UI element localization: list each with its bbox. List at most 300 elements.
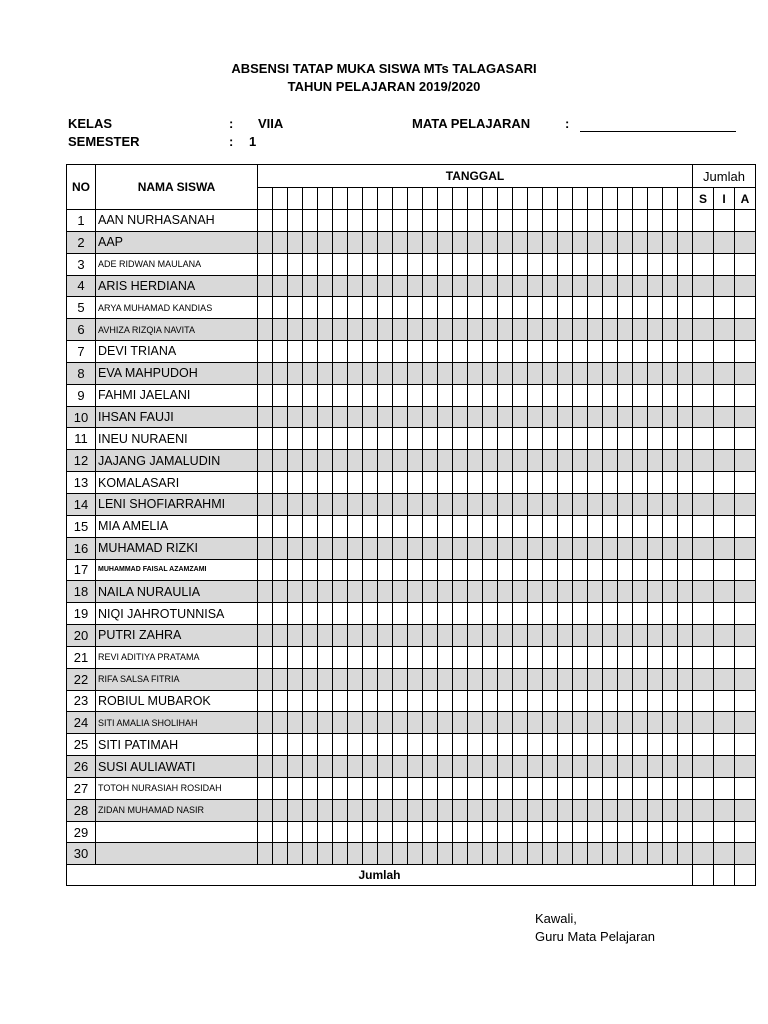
attendance-cell[interactable] xyxy=(483,712,498,734)
attendance-cell[interactable] xyxy=(468,581,483,603)
attendance-cell[interactable] xyxy=(288,231,303,253)
attendance-cell[interactable] xyxy=(288,821,303,843)
attendance-cell[interactable] xyxy=(333,450,348,472)
attendance-cell[interactable] xyxy=(528,581,543,603)
attendance-cell[interactable] xyxy=(378,777,393,799)
attendance-cell[interactable] xyxy=(618,537,633,559)
attendance-cell[interactable] xyxy=(333,756,348,778)
total-cell[interactable] xyxy=(714,275,735,297)
attendance-cell[interactable] xyxy=(303,712,318,734)
attendance-cell[interactable] xyxy=(558,734,573,756)
attendance-cell[interactable] xyxy=(648,734,663,756)
attendance-cell[interactable] xyxy=(348,515,363,537)
attendance-cell[interactable] xyxy=(603,777,618,799)
attendance-cell[interactable] xyxy=(588,406,603,428)
attendance-cell[interactable] xyxy=(363,472,378,494)
total-cell[interactable] xyxy=(714,515,735,537)
attendance-cell[interactable] xyxy=(258,493,273,515)
total-cell[interactable] xyxy=(693,756,714,778)
attendance-cell[interactable] xyxy=(618,625,633,647)
attendance-cell[interactable] xyxy=(288,319,303,341)
mapel-blank-line[interactable] xyxy=(580,131,736,132)
attendance-cell[interactable] xyxy=(603,515,618,537)
attendance-cell[interactable] xyxy=(363,537,378,559)
attendance-cell[interactable] xyxy=(438,537,453,559)
attendance-cell[interactable] xyxy=(408,319,423,341)
attendance-cell[interactable] xyxy=(423,515,438,537)
date-header-cell[interactable] xyxy=(318,188,333,210)
date-header-cell[interactable] xyxy=(303,188,318,210)
attendance-cell[interactable] xyxy=(453,231,468,253)
attendance-cell[interactable] xyxy=(648,843,663,865)
total-cell[interactable] xyxy=(735,341,756,363)
attendance-cell[interactable] xyxy=(438,428,453,450)
attendance-cell[interactable] xyxy=(498,668,513,690)
attendance-cell[interactable] xyxy=(663,384,678,406)
attendance-cell[interactable] xyxy=(528,734,543,756)
attendance-cell[interactable] xyxy=(423,646,438,668)
attendance-cell[interactable] xyxy=(423,799,438,821)
total-cell[interactable] xyxy=(714,319,735,341)
attendance-cell[interactable] xyxy=(453,821,468,843)
total-cell[interactable] xyxy=(714,231,735,253)
attendance-cell[interactable] xyxy=(678,515,693,537)
attendance-cell[interactable] xyxy=(678,406,693,428)
attendance-cell[interactable] xyxy=(633,646,648,668)
total-cell[interactable] xyxy=(693,450,714,472)
attendance-cell[interactable] xyxy=(648,362,663,384)
attendance-cell[interactable] xyxy=(348,646,363,668)
attendance-cell[interactable] xyxy=(393,559,408,581)
attendance-cell[interactable] xyxy=(558,515,573,537)
attendance-cell[interactable] xyxy=(333,734,348,756)
attendance-cell[interactable] xyxy=(663,210,678,232)
attendance-cell[interactable] xyxy=(588,297,603,319)
attendance-cell[interactable] xyxy=(663,297,678,319)
attendance-cell[interactable] xyxy=(348,231,363,253)
attendance-cell[interactable] xyxy=(363,843,378,865)
attendance-cell[interactable] xyxy=(333,319,348,341)
attendance-cell[interactable] xyxy=(363,428,378,450)
attendance-cell[interactable] xyxy=(648,799,663,821)
attendance-cell[interactable] xyxy=(603,799,618,821)
attendance-cell[interactable] xyxy=(558,603,573,625)
attendance-cell[interactable] xyxy=(573,319,588,341)
attendance-cell[interactable] xyxy=(468,384,483,406)
attendance-cell[interactable] xyxy=(603,406,618,428)
attendance-cell[interactable] xyxy=(663,319,678,341)
attendance-cell[interactable] xyxy=(408,515,423,537)
attendance-cell[interactable] xyxy=(408,472,423,494)
attendance-cell[interactable] xyxy=(378,668,393,690)
attendance-cell[interactable] xyxy=(663,625,678,647)
attendance-cell[interactable] xyxy=(648,756,663,778)
attendance-cell[interactable] xyxy=(303,406,318,428)
attendance-cell[interactable] xyxy=(408,428,423,450)
attendance-cell[interactable] xyxy=(258,734,273,756)
attendance-cell[interactable] xyxy=(618,384,633,406)
attendance-cell[interactable] xyxy=(528,559,543,581)
attendance-cell[interactable] xyxy=(483,428,498,450)
attendance-cell[interactable] xyxy=(678,362,693,384)
attendance-cell[interactable] xyxy=(288,384,303,406)
attendance-cell[interactable] xyxy=(348,253,363,275)
attendance-cell[interactable] xyxy=(618,231,633,253)
attendance-cell[interactable] xyxy=(258,297,273,319)
attendance-cell[interactable] xyxy=(303,603,318,625)
attendance-cell[interactable] xyxy=(393,625,408,647)
attendance-cell[interactable] xyxy=(648,668,663,690)
attendance-cell[interactable] xyxy=(318,450,333,472)
attendance-cell[interactable] xyxy=(528,297,543,319)
attendance-cell[interactable] xyxy=(543,450,558,472)
total-cell[interactable] xyxy=(693,472,714,494)
attendance-cell[interactable] xyxy=(333,843,348,865)
attendance-cell[interactable] xyxy=(393,537,408,559)
attendance-cell[interactable] xyxy=(498,231,513,253)
total-cell[interactable] xyxy=(735,428,756,450)
attendance-cell[interactable] xyxy=(423,734,438,756)
attendance-cell[interactable] xyxy=(423,690,438,712)
date-header-cell[interactable] xyxy=(633,188,648,210)
attendance-cell[interactable] xyxy=(618,450,633,472)
attendance-cell[interactable] xyxy=(423,319,438,341)
attendance-cell[interactable] xyxy=(438,275,453,297)
attendance-cell[interactable] xyxy=(663,253,678,275)
attendance-cell[interactable] xyxy=(558,668,573,690)
attendance-cell[interactable] xyxy=(393,319,408,341)
attendance-cell[interactable] xyxy=(483,777,498,799)
attendance-cell[interactable] xyxy=(348,559,363,581)
attendance-cell[interactable] xyxy=(543,668,558,690)
attendance-cell[interactable] xyxy=(513,799,528,821)
attendance-cell[interactable] xyxy=(438,821,453,843)
date-header-cell[interactable] xyxy=(543,188,558,210)
attendance-cell[interactable] xyxy=(663,493,678,515)
attendance-cell[interactable] xyxy=(258,231,273,253)
attendance-cell[interactable] xyxy=(603,756,618,778)
attendance-cell[interactable] xyxy=(573,559,588,581)
attendance-cell[interactable] xyxy=(378,231,393,253)
attendance-cell[interactable] xyxy=(543,406,558,428)
attendance-cell[interactable] xyxy=(648,428,663,450)
attendance-cell[interactable] xyxy=(378,843,393,865)
attendance-cell[interactable] xyxy=(663,777,678,799)
attendance-cell[interactable] xyxy=(648,559,663,581)
total-cell[interactable] xyxy=(693,428,714,450)
attendance-cell[interactable] xyxy=(528,384,543,406)
total-cell[interactable] xyxy=(693,515,714,537)
attendance-cell[interactable] xyxy=(408,406,423,428)
attendance-cell[interactable] xyxy=(483,515,498,537)
attendance-cell[interactable] xyxy=(423,275,438,297)
attendance-cell[interactable] xyxy=(588,756,603,778)
attendance-cell[interactable] xyxy=(423,777,438,799)
total-cell[interactable] xyxy=(693,668,714,690)
attendance-cell[interactable] xyxy=(483,384,498,406)
attendance-cell[interactable] xyxy=(303,625,318,647)
attendance-cell[interactable] xyxy=(573,646,588,668)
total-cell[interactable] xyxy=(693,275,714,297)
attendance-cell[interactable] xyxy=(528,821,543,843)
attendance-cell[interactable] xyxy=(363,646,378,668)
attendance-cell[interactable] xyxy=(393,341,408,363)
attendance-cell[interactable] xyxy=(453,537,468,559)
attendance-cell[interactable] xyxy=(378,799,393,821)
attendance-cell[interactable] xyxy=(438,493,453,515)
attendance-cell[interactable] xyxy=(393,210,408,232)
attendance-cell[interactable] xyxy=(333,712,348,734)
date-header-cell[interactable] xyxy=(678,188,693,210)
attendance-cell[interactable] xyxy=(453,210,468,232)
attendance-cell[interactable] xyxy=(648,777,663,799)
attendance-cell[interactable] xyxy=(588,275,603,297)
attendance-cell[interactable] xyxy=(498,646,513,668)
attendance-cell[interactable] xyxy=(363,756,378,778)
attendance-cell[interactable] xyxy=(423,537,438,559)
total-cell[interactable] xyxy=(693,210,714,232)
attendance-cell[interactable] xyxy=(363,690,378,712)
attendance-cell[interactable] xyxy=(258,646,273,668)
total-cell[interactable] xyxy=(735,843,756,865)
attendance-cell[interactable] xyxy=(573,253,588,275)
attendance-cell[interactable] xyxy=(678,450,693,472)
attendance-cell[interactable] xyxy=(363,231,378,253)
attendance-cell[interactable] xyxy=(288,537,303,559)
attendance-cell[interactable] xyxy=(453,472,468,494)
attendance-cell[interactable] xyxy=(558,625,573,647)
attendance-cell[interactable] xyxy=(528,843,543,865)
date-header-cell[interactable] xyxy=(438,188,453,210)
attendance-cell[interactable] xyxy=(543,537,558,559)
attendance-cell[interactable] xyxy=(273,646,288,668)
attendance-cell[interactable] xyxy=(633,537,648,559)
attendance-cell[interactable] xyxy=(303,756,318,778)
total-cell[interactable] xyxy=(735,537,756,559)
attendance-cell[interactable] xyxy=(468,756,483,778)
attendance-cell[interactable] xyxy=(408,712,423,734)
attendance-cell[interactable] xyxy=(453,362,468,384)
total-cell[interactable] xyxy=(714,668,735,690)
attendance-cell[interactable] xyxy=(573,799,588,821)
attendance-cell[interactable] xyxy=(363,406,378,428)
attendance-cell[interactable] xyxy=(363,821,378,843)
date-header-cell[interactable] xyxy=(393,188,408,210)
attendance-cell[interactable] xyxy=(438,406,453,428)
attendance-cell[interactable] xyxy=(288,515,303,537)
attendance-cell[interactable] xyxy=(603,559,618,581)
attendance-cell[interactable] xyxy=(663,843,678,865)
attendance-cell[interactable] xyxy=(363,734,378,756)
attendance-cell[interactable] xyxy=(618,581,633,603)
attendance-cell[interactable] xyxy=(333,384,348,406)
attendance-cell[interactable] xyxy=(678,843,693,865)
attendance-cell[interactable] xyxy=(513,625,528,647)
total-cell[interactable] xyxy=(735,362,756,384)
attendance-cell[interactable] xyxy=(678,625,693,647)
total-cell[interactable] xyxy=(693,712,714,734)
attendance-cell[interactable] xyxy=(528,319,543,341)
attendance-cell[interactable] xyxy=(258,537,273,559)
attendance-cell[interactable] xyxy=(288,581,303,603)
attendance-cell[interactable] xyxy=(633,581,648,603)
attendance-cell[interactable] xyxy=(288,362,303,384)
attendance-cell[interactable] xyxy=(618,515,633,537)
attendance-cell[interactable] xyxy=(363,319,378,341)
attendance-cell[interactable] xyxy=(618,734,633,756)
attendance-cell[interactable] xyxy=(528,537,543,559)
total-cell[interactable] xyxy=(714,210,735,232)
total-cell[interactable] xyxy=(693,821,714,843)
attendance-cell[interactable] xyxy=(258,472,273,494)
attendance-cell[interactable] xyxy=(333,362,348,384)
attendance-cell[interactable] xyxy=(483,646,498,668)
attendance-cell[interactable] xyxy=(423,210,438,232)
attendance-cell[interactable] xyxy=(618,472,633,494)
total-cell[interactable] xyxy=(735,253,756,275)
attendance-cell[interactable] xyxy=(498,428,513,450)
attendance-cell[interactable] xyxy=(648,821,663,843)
total-cell[interactable] xyxy=(714,406,735,428)
attendance-cell[interactable] xyxy=(468,537,483,559)
attendance-cell[interactable] xyxy=(303,231,318,253)
attendance-cell[interactable] xyxy=(588,646,603,668)
attendance-cell[interactable] xyxy=(453,450,468,472)
attendance-cell[interactable] xyxy=(603,734,618,756)
attendance-cell[interactable] xyxy=(678,319,693,341)
attendance-cell[interactable] xyxy=(528,625,543,647)
attendance-cell[interactable] xyxy=(453,559,468,581)
attendance-cell[interactable] xyxy=(663,341,678,363)
attendance-cell[interactable] xyxy=(528,603,543,625)
attendance-cell[interactable] xyxy=(408,537,423,559)
attendance-cell[interactable] xyxy=(588,231,603,253)
attendance-cell[interactable] xyxy=(318,559,333,581)
attendance-cell[interactable] xyxy=(438,756,453,778)
attendance-cell[interactable] xyxy=(273,428,288,450)
attendance-cell[interactable] xyxy=(588,319,603,341)
date-header-cell[interactable] xyxy=(348,188,363,210)
total-cell[interactable] xyxy=(714,253,735,275)
attendance-cell[interactable] xyxy=(303,559,318,581)
attendance-cell[interactable] xyxy=(393,668,408,690)
attendance-cell[interactable] xyxy=(633,777,648,799)
attendance-cell[interactable] xyxy=(333,559,348,581)
attendance-cell[interactable] xyxy=(438,450,453,472)
attendance-cell[interactable] xyxy=(318,297,333,319)
total-cell[interactable] xyxy=(714,450,735,472)
attendance-cell[interactable] xyxy=(588,843,603,865)
attendance-cell[interactable] xyxy=(258,341,273,363)
attendance-cell[interactable] xyxy=(408,450,423,472)
attendance-cell[interactable] xyxy=(363,799,378,821)
attendance-cell[interactable] xyxy=(393,253,408,275)
attendance-cell[interactable] xyxy=(618,756,633,778)
attendance-cell[interactable] xyxy=(408,253,423,275)
attendance-cell[interactable] xyxy=(318,777,333,799)
attendance-cell[interactable] xyxy=(378,406,393,428)
attendance-cell[interactable] xyxy=(363,777,378,799)
attendance-cell[interactable] xyxy=(348,341,363,363)
attendance-cell[interactable] xyxy=(378,515,393,537)
attendance-cell[interactable] xyxy=(543,384,558,406)
attendance-cell[interactable] xyxy=(453,297,468,319)
attendance-cell[interactable] xyxy=(618,297,633,319)
attendance-cell[interactable] xyxy=(288,668,303,690)
total-cell[interactable] xyxy=(693,690,714,712)
attendance-cell[interactable] xyxy=(513,341,528,363)
attendance-cell[interactable] xyxy=(348,450,363,472)
attendance-cell[interactable] xyxy=(498,537,513,559)
attendance-cell[interactable] xyxy=(498,690,513,712)
attendance-cell[interactable] xyxy=(363,297,378,319)
attendance-cell[interactable] xyxy=(273,690,288,712)
attendance-cell[interactable] xyxy=(633,515,648,537)
attendance-cell[interactable] xyxy=(363,341,378,363)
attendance-cell[interactable] xyxy=(303,428,318,450)
attendance-cell[interactable] xyxy=(573,362,588,384)
attendance-cell[interactable] xyxy=(468,472,483,494)
attendance-cell[interactable] xyxy=(573,668,588,690)
attendance-cell[interactable] xyxy=(273,493,288,515)
total-cell[interactable] xyxy=(735,712,756,734)
attendance-cell[interactable] xyxy=(678,777,693,799)
attendance-cell[interactable] xyxy=(573,406,588,428)
attendance-cell[interactable] xyxy=(333,777,348,799)
attendance-cell[interactable] xyxy=(393,406,408,428)
date-header-cell[interactable] xyxy=(258,188,273,210)
attendance-cell[interactable] xyxy=(378,537,393,559)
attendance-cell[interactable] xyxy=(483,450,498,472)
attendance-cell[interactable] xyxy=(498,843,513,865)
attendance-cell[interactable] xyxy=(483,690,498,712)
attendance-cell[interactable] xyxy=(558,210,573,232)
attendance-cell[interactable] xyxy=(468,275,483,297)
total-cell[interactable] xyxy=(735,625,756,647)
attendance-cell[interactable] xyxy=(648,712,663,734)
attendance-cell[interactable] xyxy=(303,843,318,865)
attendance-cell[interactable] xyxy=(543,428,558,450)
attendance-cell[interactable] xyxy=(453,581,468,603)
attendance-cell[interactable] xyxy=(618,646,633,668)
attendance-cell[interactable] xyxy=(678,275,693,297)
attendance-cell[interactable] xyxy=(483,253,498,275)
attendance-cell[interactable] xyxy=(513,275,528,297)
attendance-cell[interactable] xyxy=(438,319,453,341)
attendance-cell[interactable] xyxy=(423,625,438,647)
attendance-cell[interactable] xyxy=(543,734,558,756)
attendance-cell[interactable] xyxy=(633,428,648,450)
attendance-cell[interactable] xyxy=(573,428,588,450)
attendance-cell[interactable] xyxy=(558,493,573,515)
attendance-cell[interactable] xyxy=(618,319,633,341)
attendance-cell[interactable] xyxy=(648,253,663,275)
attendance-cell[interactable] xyxy=(408,362,423,384)
attendance-cell[interactable] xyxy=(273,821,288,843)
attendance-cell[interactable] xyxy=(468,821,483,843)
attendance-cell[interactable] xyxy=(588,210,603,232)
total-cell[interactable] xyxy=(714,843,735,865)
total-cell[interactable] xyxy=(735,450,756,472)
total-cell[interactable] xyxy=(714,559,735,581)
attendance-cell[interactable] xyxy=(393,603,408,625)
attendance-cell[interactable] xyxy=(378,625,393,647)
attendance-cell[interactable] xyxy=(393,756,408,778)
attendance-cell[interactable] xyxy=(393,231,408,253)
attendance-cell[interactable] xyxy=(438,297,453,319)
attendance-cell[interactable] xyxy=(378,450,393,472)
attendance-cell[interactable] xyxy=(573,297,588,319)
